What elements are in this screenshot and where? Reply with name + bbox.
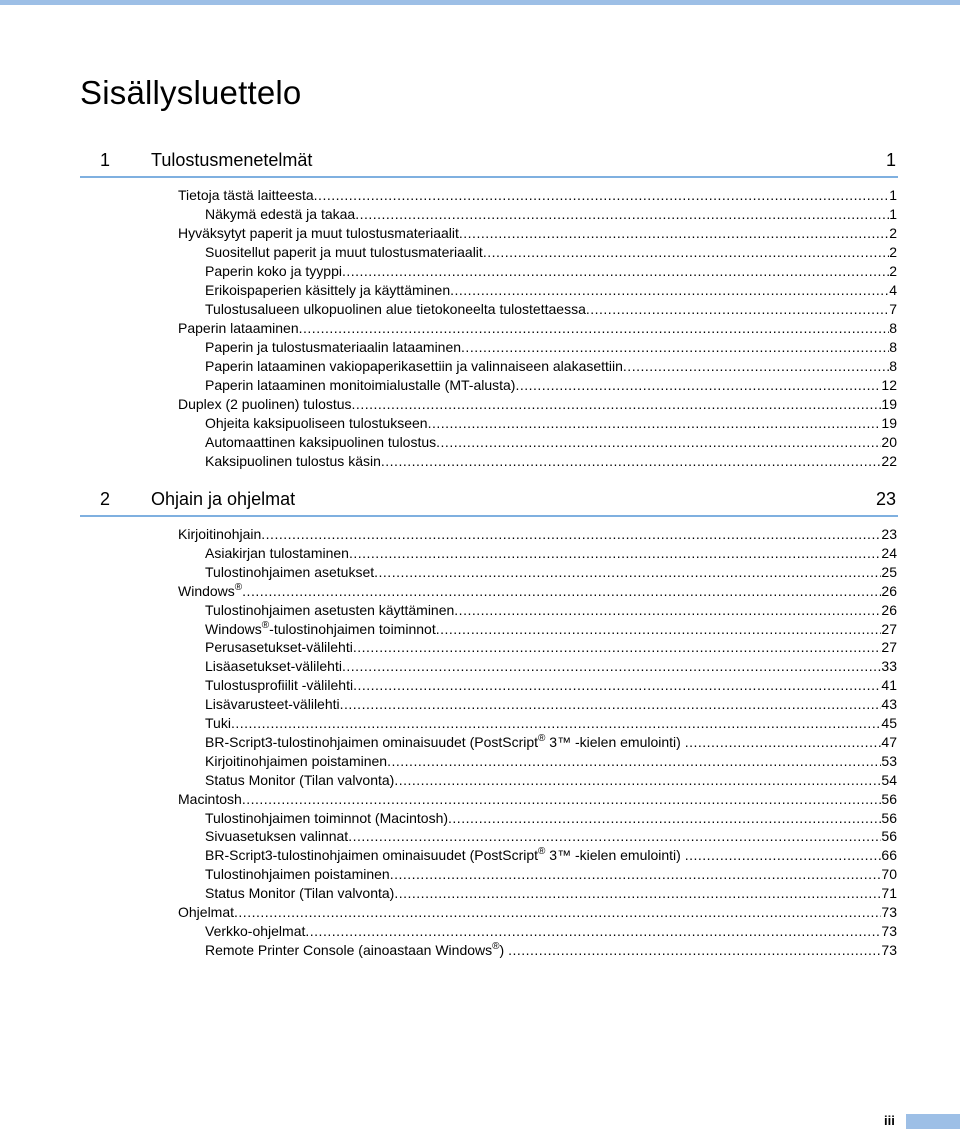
chapter-title: Ohjain ja ohjelmat [151, 489, 296, 509]
toc-entry[interactable] [178, 903, 897, 922]
dot-leader [355, 205, 889, 224]
toc-entry[interactable] [178, 790, 897, 809]
toc-entry[interactable] [205, 414, 897, 433]
dot-leader [515, 376, 881, 395]
toc-entry-title: BR-Script3-tulostinohjaimen ominaisuudet (PostScript® 3™ -kielen emulointi) [205, 846, 685, 864]
dot-leader [231, 714, 881, 733]
toc-entry[interactable] [205, 714, 897, 733]
toc-entry[interactable] [205, 262, 897, 281]
toc-entry-page: 56 [881, 809, 897, 826]
toc-entry[interactable] [205, 544, 897, 563]
toc-entry-page: 8 [889, 320, 897, 336]
toc-entry-title: Lisäasetukset-välilehti [205, 658, 342, 675]
chapter-page: 1 [885, 150, 896, 170]
toc-entry-page: 71 [881, 885, 897, 902]
toc-entry-title: Kirjoitinohjaimen poistaminen [205, 752, 388, 769]
dot-leader [353, 676, 881, 695]
toc-entry-page: 1 [889, 187, 897, 203]
toc-entry[interactable] [205, 300, 897, 319]
toc-entry-page: 56 [881, 790, 897, 807]
dot-leader [261, 525, 881, 544]
dot-leader [394, 771, 881, 790]
toc-entry-page: 2 [889, 263, 897, 279]
toc-entry[interactable] [205, 357, 897, 376]
toc-entry-page: 22 [881, 453, 897, 469]
toc-entry-page: 45 [881, 715, 897, 731]
dot-leader [387, 752, 881, 771]
toc-entry-page: 26 [881, 582, 897, 599]
toc-entry-page: 27 [881, 620, 897, 637]
toc-entry-title: Tulostinohjaimen asetukset [205, 563, 375, 580]
dot-leader [242, 790, 882, 809]
toc-entry-title: Sivuasetuksen valinnat [205, 828, 349, 845]
dot-leader [623, 357, 889, 376]
toc-entry-page: 24 [881, 544, 897, 561]
chapter-rule [80, 176, 898, 178]
registered-mark: ® [492, 940, 500, 952]
toc-entry[interactable] [178, 186, 897, 205]
toc-entry-title: Ohjelmat [178, 904, 235, 920]
toc-entry-title: Status Monitor (Tilan valvonta) [205, 771, 395, 788]
toc-entry-page: 27 [881, 639, 897, 656]
toc-entry[interactable] [178, 395, 897, 414]
dot-leader [685, 733, 882, 752]
toc-entry-title: Perusasetukset-välilehti [205, 639, 353, 656]
toc-entry-title: Ohjeita kaksipuoliseen tulostukseen [205, 415, 428, 431]
toc-entry-page: 73 [881, 904, 897, 920]
toc-entry-title: Paperin lataaminen [178, 320, 299, 336]
dot-leader [483, 243, 889, 262]
page-title: Sisällysluettelo [80, 74, 302, 111]
dot-leader [436, 433, 881, 452]
toc-entry[interactable] [205, 563, 897, 582]
toc-entry-title: Macintosh [178, 790, 242, 807]
toc-entry[interactable] [205, 752, 897, 771]
toc-entry[interactable] [205, 452, 897, 471]
dot-leader [448, 809, 881, 828]
dot-leader [508, 941, 881, 960]
toc-entry[interactable] [205, 243, 897, 262]
dot-leader [348, 827, 881, 846]
toc-entry-title: Automaattinen kaksipuolinen tulostus [205, 434, 437, 450]
dot-leader [394, 884, 881, 903]
toc-entry[interactable] [205, 657, 897, 676]
dot-leader [381, 452, 882, 471]
toc-entry-page: 19 [881, 396, 897, 412]
toc-entry-page: 53 [881, 752, 897, 769]
dot-leader [390, 865, 882, 884]
dot-leader [461, 338, 889, 357]
toc-entry-title: Windows® [178, 581, 243, 599]
dot-leader [459, 224, 889, 243]
toc-entry[interactable] [205, 733, 897, 752]
toc-entry[interactable] [205, 433, 897, 452]
toc-entry-title: Verkko-ohjelmat [205, 922, 306, 939]
toc-entry[interactable] [205, 941, 897, 960]
toc-entry-title: Paperin ja tulostusmateriaalin lataaminen [205, 339, 462, 355]
toc-entry-page: 4 [889, 282, 897, 298]
toc-entry-page: 43 [881, 696, 897, 713]
toc-entry-page: 73 [881, 922, 897, 939]
registered-mark: ® [261, 619, 270, 631]
toc-entry-title: Tulostusprofiilit -välilehti [205, 677, 354, 694]
chapter-heading[interactable] [80, 150, 898, 178]
toc-entry[interactable] [178, 224, 897, 243]
toc-entry-title: Lisävarusteet-välilehti [205, 696, 340, 713]
dot-leader [349, 544, 881, 563]
toc-entry[interactable] [205, 827, 897, 846]
toc-entry-page: 2 [889, 225, 897, 241]
chapter-rule [80, 515, 898, 517]
toc-entry-title: Hyväksytyt paperit ja muut tulostusmateriaalit [178, 225, 459, 241]
toc-entry-page: 7 [889, 301, 897, 317]
toc-entry[interactable] [178, 525, 897, 544]
toc-entry-page: 25 [881, 563, 897, 580]
chapter-number: 2 [100, 489, 111, 509]
dot-leader [374, 563, 881, 582]
toc-entry-title: Paperin koko ja tyyppi [205, 263, 342, 279]
toc-entry-page: 8 [889, 358, 897, 374]
toc-entry-page: 12 [881, 377, 897, 393]
dot-leader [450, 281, 889, 300]
toc-entry-title: Paperin lataaminen vakiopaperikasettiin ja valinnaiseen alakasettiin [205, 358, 623, 374]
dot-leader [436, 620, 882, 639]
dot-leader [685, 846, 882, 865]
toc-entry-title: Tulostinohjaimen toiminnot (Macintosh) [205, 809, 449, 826]
toc-entry-title: Kirjoitinohjain [178, 526, 262, 542]
dot-leader [342, 657, 881, 676]
toc-entry[interactable] [205, 695, 897, 714]
toc-entry-title: Windows®-tulostinohjaimen toiminnot [205, 619, 436, 637]
footer-page-number: iii [884, 1113, 895, 1128]
toc-entry[interactable] [205, 865, 897, 884]
dot-leader [305, 922, 881, 941]
toc-entry[interactable] [205, 884, 897, 903]
dot-leader [428, 414, 882, 433]
toc-entry[interactable] [205, 846, 897, 865]
toc-entry-title: Tulostinohjaimen asetusten käyttäminen [205, 601, 455, 618]
toc-entry-title: Kaksipuolinen tulostus käsin [205, 453, 381, 469]
toc-entry[interactable] [205, 205, 897, 224]
toc-entry[interactable] [205, 809, 897, 828]
toc-entry-title: Paperin lataaminen monitoimialustalle (MT-alusta) [205, 377, 516, 393]
toc-entry[interactable] [205, 620, 897, 639]
dot-leader [234, 903, 881, 922]
registered-mark: ® [234, 581, 243, 593]
registered-mark: ® [538, 846, 546, 858]
dot-leader [454, 601, 881, 620]
dot-leader [340, 695, 882, 714]
toc-entry-page: 66 [881, 847, 897, 864]
chapter-title: Tulostusmenetelmät [151, 150, 313, 170]
dot-leader [242, 582, 881, 601]
toc-entry[interactable] [205, 338, 897, 357]
toc-entry[interactable] [205, 376, 897, 395]
registered-mark: ® [538, 732, 546, 744]
dot-leader [353, 638, 882, 657]
toc-entry-title: Erikoispaperien käsittely ja käyttäminen [205, 282, 451, 298]
toc-entry[interactable] [205, 771, 897, 790]
toc-entry-title: Duplex (2 puolinen) tulostus [178, 396, 352, 412]
dot-leader [586, 300, 889, 319]
toc-entry-title: Tulostusalueen ulkopuolinen alue tietokoneelta tulostettaessa [205, 301, 586, 317]
dot-leader [352, 395, 882, 414]
toc-entry-page: 19 [881, 415, 897, 431]
toc-entry-title: Asiakirjan tulostaminen [205, 544, 349, 561]
toc-entry-page: 47 [881, 733, 897, 750]
toc-entry[interactable] [205, 922, 897, 941]
top-rule [0, 0, 960, 5]
toc-entry-page: 1 [889, 206, 897, 222]
footer-tab [906, 1114, 960, 1129]
toc-entry-page: 26 [881, 601, 897, 618]
toc-entry-title: BR-Script3-tulostinohjaimen ominaisuudet (PostScript® 3™ -kielen emulointi) [205, 732, 685, 750]
toc-entry-title: Tulostinohjaimen poistaminen [205, 866, 390, 883]
toc-entry-title: Näkymä edestä ja takaa [205, 206, 356, 222]
toc-entry-title: Tuki [205, 715, 231, 731]
toc-entry-page: 23 [881, 526, 897, 542]
toc-entry[interactable] [205, 601, 897, 620]
toc-entry[interactable] [205, 638, 897, 657]
toc-entry-title: Suositellut paperit ja muut tulostusmateriaalit [205, 244, 483, 260]
dot-leader [299, 319, 890, 338]
toc-entry-page: 56 [881, 828, 897, 845]
toc-entry[interactable] [205, 676, 897, 695]
chapter-heading[interactable] [80, 489, 898, 517]
toc-entry-page: 2 [889, 244, 897, 260]
toc-entry-page: 33 [881, 658, 897, 675]
toc-entry-title: Remote Printer Console (ainoastaan Windows®) [205, 940, 509, 958]
toc-entry-title: Tietoja tästä laitteesta [178, 187, 314, 203]
toc-entry-title: Status Monitor (Tilan valvonta) [205, 885, 395, 902]
toc-entry[interactable] [205, 281, 897, 300]
chapter-number: 1 [100, 150, 111, 170]
dot-leader [314, 186, 890, 205]
toc-entry-page: 8 [889, 339, 897, 355]
toc-entry-page: 20 [881, 434, 897, 450]
toc-entry-page: 41 [881, 677, 897, 694]
dot-leader [342, 262, 889, 281]
toc-entry-page: 54 [881, 771, 897, 788]
toc-entry-page: 70 [881, 866, 897, 883]
chapter-page: 23 [875, 489, 896, 509]
toc-entry[interactable] [178, 319, 897, 338]
toc-entry-page: 73 [881, 941, 897, 958]
toc-entry[interactable] [178, 582, 897, 601]
